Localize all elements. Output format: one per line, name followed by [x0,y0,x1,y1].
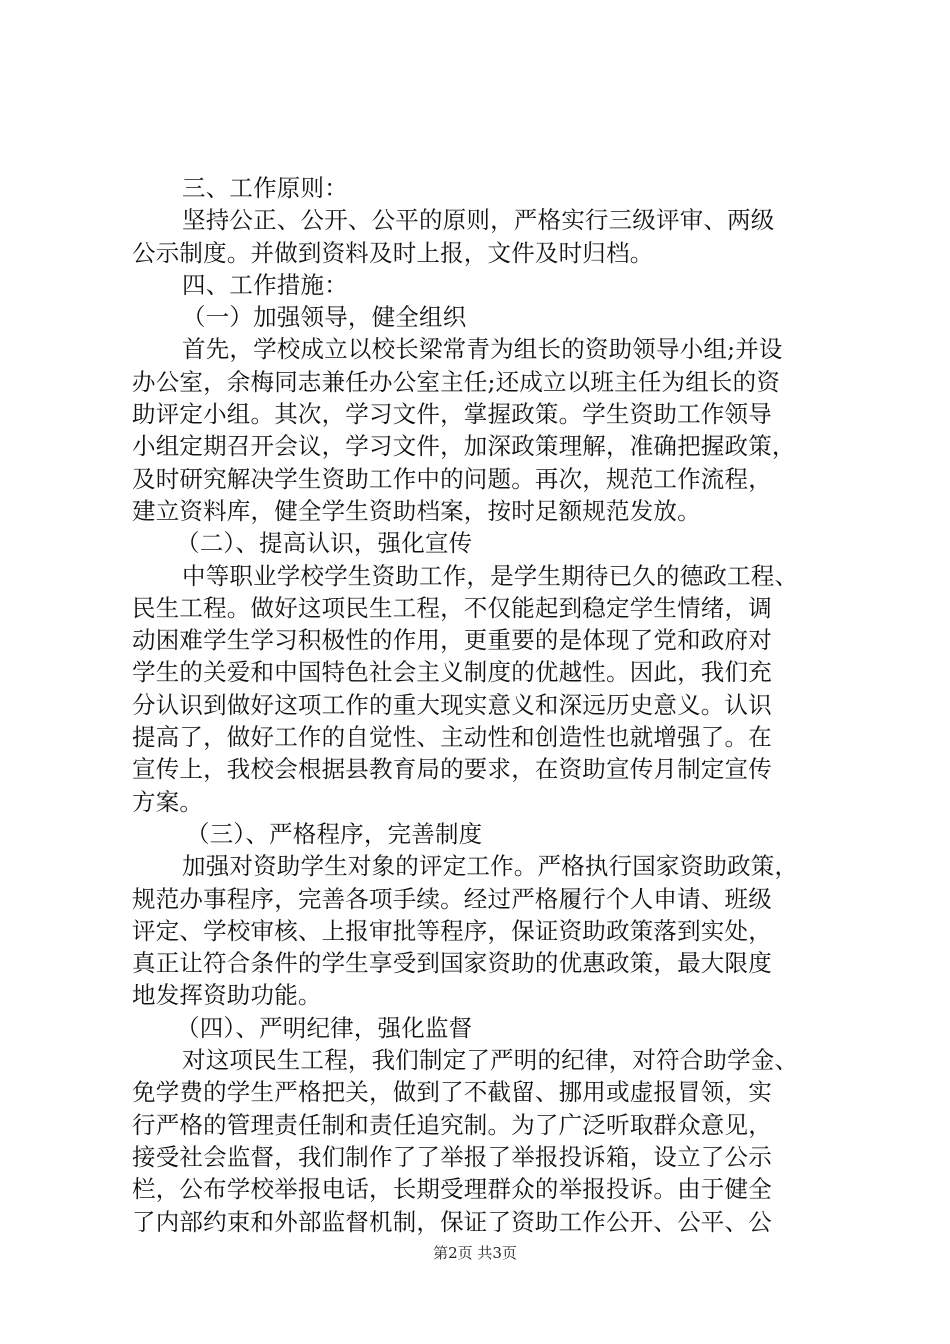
text-line: 规范办事程序，完善各项手续。经过严格履行个人申请、班级 [132,884,772,913]
text-line: 四、工作措施： [182,270,348,299]
text-line: 真正让符合条件的学生享受到国家资助的优惠政策，最大限度 [132,949,772,978]
text-line: 免学费的学生严格把关，做到了不截留、挪用或虚报冒领，实 [132,1078,772,1107]
text-line: 分认识到做好这项工作的重大现实意义和深远历史意义。认识 [132,690,772,719]
text-line: 栏，公布学校举报电话，长期受理群众的举报投诉。由于健全 [132,1175,772,1204]
text-line: 民生工程。做好这项民生工程，不仅能起到稳定学生情绪，调 [132,593,772,622]
text-line: （一）加强领导，健全组织 [182,303,467,332]
text-line: 提高了，做好工作的自觉性、主动性和创造性也就增强了。在 [132,723,772,752]
text-line: 小组定期召开会议，学习文件，加深政策理解，准确把握政策， [132,432,796,461]
text-line: 加强对资助学生对象的评定工作。严格执行国家资助政策， [182,852,799,881]
text-line: 三、工作原则： [182,174,348,202]
text-line: 及时研究解决学生资助工作中的问题。再次，规范工作流程， [132,464,772,493]
text-line: （四）、严明纪律，强化监督 [176,1013,473,1042]
text-line: 办公室，余梅同志兼任办公室主任;还成立以班主任为组长的资 [132,367,781,396]
text-line: 中等职业学校学生资助工作，是学生期待已久的德政工程、 [182,561,799,590]
text-line: 评定、学校审核、上报审批等程序，保证资助政策落到实处， [132,916,772,945]
text-line: 地发挥资助功能。 [132,981,322,1010]
text-line: （三）、严格程序，完善制度 [186,819,483,848]
text-line: 行严格的管理责任制和责任追究制。为了广泛听取群众意见， [132,1110,772,1139]
text-line: 方案。 [132,787,204,816]
text-line: 建立资料库，健全学生资助档案，按时足额规范发放。 [132,496,701,525]
text-line: （二）、提高认识，强化宣传 [176,529,473,558]
text-line: 首先，学校成立以校长梁常青为组长的资助领导小组;并设 [182,335,783,364]
text-line: 宣传上，我校会根据县教育局的要求，在资助宣传月制定宣传 [132,755,772,784]
text-line: 坚持公正、公开、公平的原则，严格实行三级评审、两级 [182,206,775,235]
page-number: 第2页 共3页 [433,1244,517,1262]
text-line: 助评定小组。其次，学习文件，掌握政策。学生资助工作领导 [132,400,772,429]
text-line: 对这项民生工程，我们制定了严明的纪律，对符合助学金、 [182,1046,799,1075]
text-line: 了内部约束和外部监督机制，保证了资助工作公开、公平、公 [132,1207,772,1236]
page-footer [0,1242,950,1263]
document-body [132,172,832,1238]
text-line: 学生的关爱和中国特色社会主义制度的优越性。因此，我们充 [132,658,772,687]
text-line: 接受社会监督，我们制作了了举报了举报投诉箱，设立了公示 [132,1142,772,1171]
text-line: 动困难学生学习积极性的作用，更重要的是体现了党和政府对 [132,626,772,655]
text-line: 公示制度。并做到资料及时上报，文件及时归档。 [132,238,654,267]
